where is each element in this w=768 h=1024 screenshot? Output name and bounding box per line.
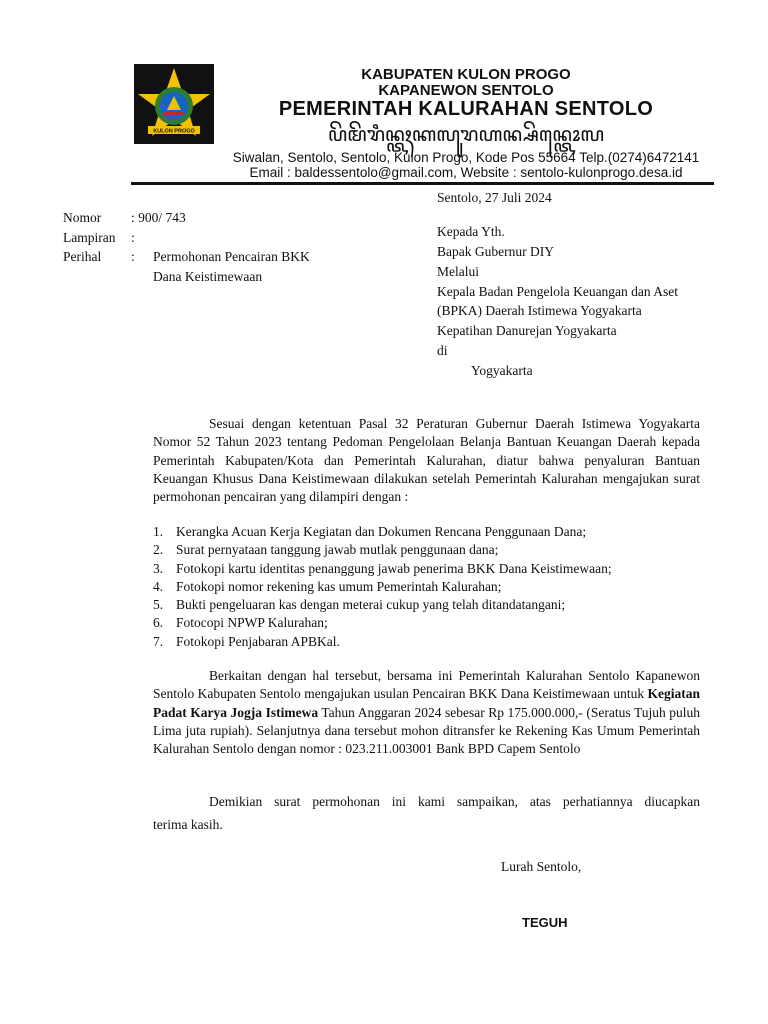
attachment-list (153, 523, 713, 651)
list-item: 4. Fotokopi nomor rekening kas umum Pemerintah Kalurahan; (153, 578, 502, 594)
signatory-title: Lurah Sentolo, (501, 859, 582, 874)
list-item: 1. Kerangka Acuan Kerja Kegiatan dan Dokumen Rencana Penggunaan Dana; (153, 524, 587, 539)
activity-name: Kegiatan Padat Karya Jogja Istimewa (153, 686, 700, 720)
nomor-label: Nomor (63, 210, 102, 225)
list-item: 2. Surat pernyataan tanggung jawab mutlak penggunaan dana; (153, 542, 499, 558)
perihal-line-1: Permohonan Pencairan BKK (153, 249, 310, 264)
list-item: 3. Fotokopi kartu identitas penanggung jawab penerima BKK Dana Keistimewaan; (153, 560, 612, 576)
recipient-line-3: Melalui (437, 264, 479, 279)
body-paragraph-1 (153, 415, 700, 506)
emblem-label: KULON PROGO (153, 128, 195, 135)
body-paragraph-1-text: Sesuai dengan ketentuan Pasal 32 Peraturan Gubernur Daerah Istimewa Yogyakarta Nomor 52 Tahun 2023 tentang Pedoman Pengelolaan Belanja Bantuan Keuangan Daerah kepada Pemerintah Kabupaten/Kota dan Pemerintah Kalurahan, diatur bahwa penyaluran Bantuan Keuangan Khusus Dana Keistimewaan dilakukan setelah Pemerintah Kalurahan mengajukan surat permohonan pencairan yang dilampiri dengan : (153, 416, 700, 505)
letter-date: Sentolo, 27 Juli 2024 (437, 190, 552, 205)
perihal-colon: : (131, 249, 135, 264)
office-address: Siwalan, Sentolo, Sentolo, Kulon Progo, Kode Pos 55664 Telp.(0274)6472141 (232, 150, 700, 165)
recipient-line-7: di (437, 343, 448, 358)
lampiran-label: Lampiran (63, 230, 116, 245)
regency-name: KABUPATEN KULON PROGO (361, 66, 571, 83)
recipient-line-5: (BPKA) Daerah Istimewa Yogyakarta (437, 303, 642, 318)
recipient-city: Yogyakarta (471, 363, 533, 378)
closing-line-2: terima kasih. (153, 817, 223, 832)
list-item: 6. Fotocopi NPWP Kalurahan; (153, 615, 328, 631)
list-item: 5. Bukti pengeluaran kas dengan meterai cukup yang telah ditandatangani; (153, 597, 566, 613)
body-paragraph-2: Berkaitan dengan hal tersebut, bersama ini Pemerintah Kalurahan Sentolo Kapanewon Sentolo Kabupaten Sentolo mengajukan usulan Pencairan BKK Dana Keistimewaan untuk Kegiatan Padat Karya Jogja Istimewa Tahun Anggaran 2024 sebesar Rp 175.000.000,- (Seratus Tujuh puluh Lima juta rupiah). Selanjutnya dana tersebut mohon ditransfer ke Rekening Kas Umum Pemerintah Kalurahan Sentolo dengan nomor : 023.211.003001 Bank BPD Capem Sentolo (153, 668, 701, 757)
nomor-value: : 900/ 743 (131, 210, 186, 225)
district-name: KAPANEWON SENTOLO (378, 82, 554, 99)
emblem-icon (134, 64, 214, 144)
lampiran-value: : (131, 230, 135, 245)
government-name: PEMERINTAH KALURAHAN SENTOLO (278, 98, 654, 120)
recipient-line-4: Kepala Badan Pengelola Keuangan dan Aset (437, 284, 679, 299)
list-item: 7. Fotokopi Penjabaran APBKal. (153, 633, 340, 649)
closing-line-1: Demikian surat permohonan ini kami sampaikan, atas perhatiannya diucapkan (209, 794, 700, 809)
signatory-name: TEGUH (522, 915, 568, 930)
perihal-label: Perihal (63, 249, 102, 264)
letterhead-divider (131, 182, 714, 185)
office-contact: Email : baldessentolo@gmail.com, Website : sentolo-kulonprogo.desa.id (249, 165, 683, 180)
perihal-line-2: Dana Keistimewaan (153, 269, 263, 284)
recipient-line-2: Bapak Gubernur DIY (437, 244, 554, 259)
recipient-line-6: Kepatihan Danurejan Yogyakarta (437, 323, 617, 338)
recipient-line-1: Kepada Yth. (437, 224, 505, 239)
javanese-script-line: ꦥꦼꦩꦼꦫꦶꦤ꧀ꦠꦃꦏꦭꦸꦫꦲꦤ꧀ꦱꦼꦤ꧀ꦠꦺꦴꦭ (327, 122, 605, 146)
village-emblem-logo (134, 64, 214, 144)
